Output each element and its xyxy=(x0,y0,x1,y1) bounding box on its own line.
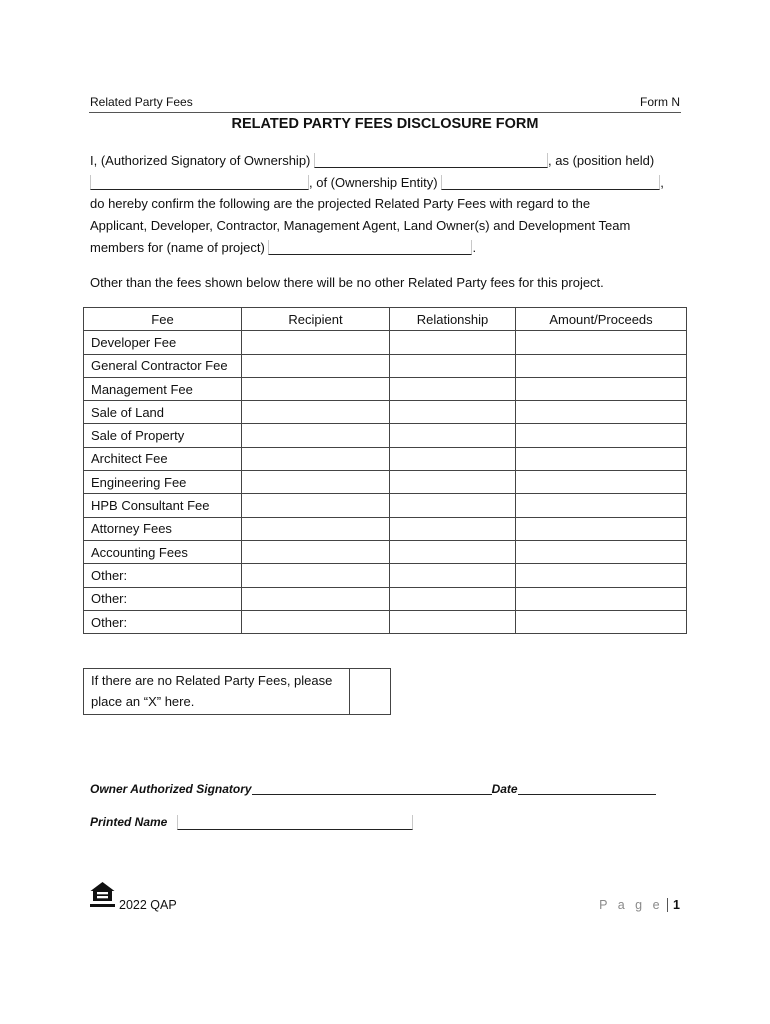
date-field[interactable] xyxy=(518,782,656,795)
fee-type-cell: Management Fee xyxy=(84,377,242,400)
intro-paragraph xyxy=(90,150,690,259)
no-fees-line-1: If there are no Related Party Fees, please xyxy=(91,673,333,688)
intro-line-2 xyxy=(90,172,690,194)
column-header-fee: Fee xyxy=(84,308,242,331)
position-held-field[interactable] xyxy=(90,175,309,190)
header-form-id: Form N xyxy=(640,95,680,109)
fee-type-cell: HPB Consultant Fee xyxy=(84,494,242,517)
intro-text: , xyxy=(660,174,664,190)
amount-cell[interactable] xyxy=(516,331,687,354)
related-party-fees-table xyxy=(83,307,687,634)
fee-type-cell: Accounting Fees xyxy=(84,540,242,563)
recipient-cell[interactable] xyxy=(242,354,390,377)
amount-cell[interactable] xyxy=(516,587,687,610)
table-row xyxy=(84,610,687,633)
column-header-recipient: Recipient xyxy=(242,308,390,331)
table-row xyxy=(84,447,687,470)
relationship-cell[interactable] xyxy=(390,540,516,563)
fee-type-cell: General Contractor Fee xyxy=(84,354,242,377)
table-row xyxy=(84,517,687,540)
fee-type-cell: Sale of Land xyxy=(84,401,242,424)
intro-text: members for (name of project) xyxy=(90,239,265,255)
table-row xyxy=(84,354,687,377)
relationship-cell[interactable] xyxy=(390,471,516,494)
intro-text: . xyxy=(472,239,477,255)
recipient-cell[interactable] xyxy=(242,471,390,494)
recipient-cell[interactable] xyxy=(242,424,390,447)
table-row xyxy=(84,540,687,563)
fee-type-cell: Attorney Fees xyxy=(84,517,242,540)
relationship-cell[interactable] xyxy=(390,447,516,470)
no-fees-line-2: place an “X” here. xyxy=(91,693,195,709)
recipient-cell[interactable] xyxy=(242,540,390,563)
footer-year-label: 2022 QAP xyxy=(119,898,177,912)
fee-type-cell: Other: xyxy=(84,610,242,633)
amount-cell[interactable] xyxy=(516,354,687,377)
no-related-fees-box xyxy=(83,668,391,715)
amount-cell[interactable] xyxy=(516,447,687,470)
table-row xyxy=(84,331,687,354)
page-number xyxy=(599,898,680,912)
no-fees-instruction xyxy=(84,669,350,715)
intro-text: , of (Ownership Entity) xyxy=(309,174,438,190)
amount-cell[interactable] xyxy=(516,424,687,447)
owner-signature-field[interactable] xyxy=(252,782,492,795)
table-row xyxy=(84,424,687,447)
table-row xyxy=(84,377,687,400)
recipient-cell[interactable] xyxy=(242,517,390,540)
relationship-cell[interactable] xyxy=(390,517,516,540)
relationship-cell[interactable] xyxy=(390,377,516,400)
fee-type-cell: Architect Fee xyxy=(84,447,242,470)
amount-cell[interactable] xyxy=(516,494,687,517)
amount-cell[interactable] xyxy=(516,610,687,633)
recipient-cell[interactable] xyxy=(242,494,390,517)
recipient-cell[interactable] xyxy=(242,401,390,424)
relationship-cell[interactable] xyxy=(390,424,516,447)
relationship-cell[interactable] xyxy=(390,401,516,424)
table-row xyxy=(84,494,687,517)
amount-cell[interactable] xyxy=(516,471,687,494)
amount-cell[interactable] xyxy=(516,540,687,563)
amount-cell[interactable] xyxy=(516,564,687,587)
printed-name-row xyxy=(90,815,413,830)
intro-line-4: Applicant, Developer, Contractor, Management Agent, Land Owner(s) and Development Team xyxy=(90,218,631,234)
table-row xyxy=(84,471,687,494)
recipient-cell[interactable] xyxy=(242,377,390,400)
relationship-cell[interactable] xyxy=(390,331,516,354)
header-left-title: Related Party Fees xyxy=(90,95,193,109)
amount-cell[interactable] xyxy=(516,377,687,400)
equal-housing-icon xyxy=(89,881,116,909)
fee-type-cell: Engineering Fee xyxy=(84,471,242,494)
intro-text: , as (position held) xyxy=(548,153,655,168)
recipient-cell[interactable] xyxy=(242,331,390,354)
page-word: P a g e xyxy=(599,898,664,912)
no-fees-x-box[interactable] xyxy=(350,669,391,715)
no-other-fees-statement: Other than the fees shown below there will be no other Related Party fees for this project. xyxy=(90,275,604,290)
recipient-cell[interactable] xyxy=(242,447,390,470)
table-row xyxy=(84,587,687,610)
amount-cell[interactable] xyxy=(516,401,687,424)
date-label: Date xyxy=(491,782,518,796)
recipient-cell[interactable] xyxy=(242,564,390,587)
table-row xyxy=(84,564,687,587)
intro-line-3: do hereby confirm the following are the projected Related Party Fees with regard to the xyxy=(90,196,591,212)
table-row xyxy=(84,401,687,424)
fee-type-cell: Other: xyxy=(84,564,242,587)
page-title: RELATED PARTY FEES DISCLOSURE FORM xyxy=(231,116,539,132)
recipient-cell[interactable] xyxy=(242,587,390,610)
printed-name-field[interactable] xyxy=(177,815,413,830)
intro-line-1 xyxy=(90,150,690,172)
relationship-cell[interactable] xyxy=(390,564,516,587)
ownership-entity-field[interactable] xyxy=(441,175,660,190)
intro-text: I, (Authorized Signatory of Ownership) xyxy=(90,153,311,168)
column-header-relationship: Relationship xyxy=(390,308,516,331)
column-header-amount: Amount/Proceeds xyxy=(516,308,687,331)
recipient-cell[interactable] xyxy=(242,610,390,633)
table-header-row xyxy=(84,308,687,331)
owner-signatory-label: Owner Authorized Signatory xyxy=(90,782,252,796)
page-number-value: 1 xyxy=(667,898,680,912)
printed-name-label: Printed Name xyxy=(90,815,168,829)
relationship-cell[interactable] xyxy=(390,494,516,517)
header-divider xyxy=(89,112,681,113)
fee-type-cell: Other: xyxy=(84,587,242,610)
fee-type-cell: Developer Fee xyxy=(84,331,242,354)
relationship-cell[interactable] xyxy=(390,587,516,610)
owner-signature-row xyxy=(90,782,656,796)
amount-cell[interactable] xyxy=(516,517,687,540)
fee-type-cell: Sale of Property xyxy=(84,424,242,447)
relationship-cell[interactable] xyxy=(390,610,516,633)
relationship-cell[interactable] xyxy=(390,354,516,377)
project-name-field[interactable] xyxy=(268,240,472,255)
authorized-signatory-field[interactable] xyxy=(314,153,548,168)
intro-line-5 xyxy=(90,237,690,259)
